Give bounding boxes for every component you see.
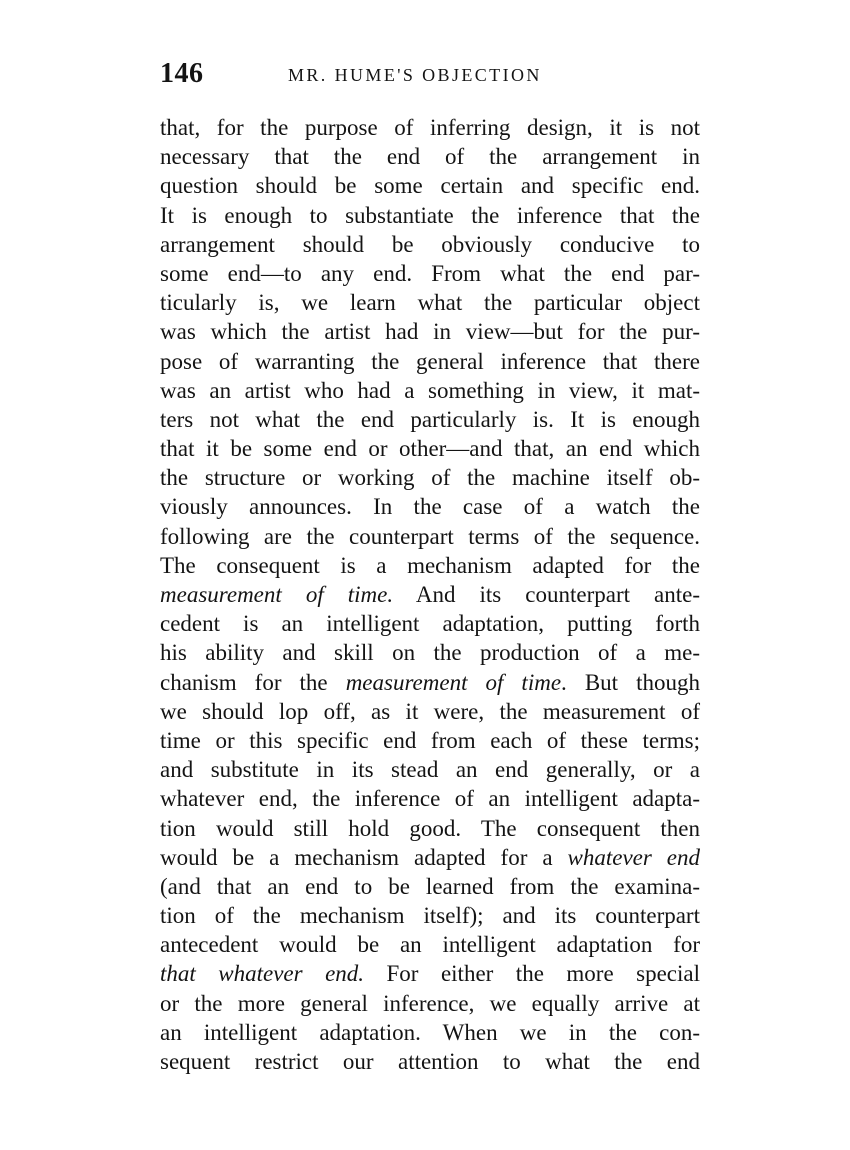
text-line	[160, 843, 700, 872]
text-line	[160, 113, 700, 142]
text-segment: . But though	[561, 669, 700, 695]
text-segment: pose of warranting the general inference that there	[160, 348, 700, 374]
text-line	[160, 492, 700, 521]
text-segment: time or this specific end from each of these terms;	[160, 727, 700, 753]
text-line	[160, 551, 700, 580]
text-line	[160, 1047, 700, 1076]
text-segment: we should lop off, as it were, the measurement of	[160, 698, 700, 724]
text-line	[160, 668, 700, 697]
text-segment: ticularly is, we learn what the particular object	[160, 290, 700, 316]
italic-text-segment: measurement of time	[345, 669, 562, 695]
text-segment: that it be some end or other—and that, an end which	[160, 436, 700, 462]
text-line	[160, 230, 700, 259]
text-segment: For either the more special	[364, 961, 700, 987]
text-line	[160, 142, 700, 171]
text-line	[160, 434, 700, 463]
italic-text-segment: whatever end	[567, 844, 701, 870]
text-segment: arrangement should be obviously conducive to	[160, 231, 700, 257]
text-segment: would be a mechanism adapted for a	[160, 844, 568, 870]
text-line	[160, 376, 700, 405]
text-segment: tion would still hold good. The consequent then	[160, 815, 700, 841]
running-head: MR. HUME'S OBJECTION	[288, 65, 542, 85]
text-line	[160, 259, 700, 288]
text-line	[160, 580, 700, 609]
text-line	[160, 901, 700, 930]
italic-text-segment: that whatever end.	[160, 961, 365, 987]
text-line	[160, 288, 700, 317]
text-segment: was which the artist had in view—but for the pur-	[160, 319, 700, 345]
text-segment: question should be some certain and specific end.	[160, 173, 700, 199]
text-segment: tion of the mechanism itself); and its counterpart	[160, 903, 700, 929]
text-line	[160, 872, 700, 901]
text-line	[160, 930, 700, 959]
text-segment: sequent restrict our attention to what the end	[160, 1049, 700, 1074]
text-segment: his ability and skill on the production of a me-	[160, 640, 700, 666]
text-segment: The consequent is a mechanism adapted for the	[160, 552, 700, 578]
text-line	[160, 201, 700, 230]
text-segment: whatever end, the inference of an intelligent adapta-	[160, 786, 700, 812]
text-segment: the structure or working of the machine itself ob-	[160, 465, 700, 491]
text-line	[160, 959, 700, 988]
text-line	[160, 1018, 700, 1047]
text-line	[160, 989, 700, 1018]
text-line	[160, 784, 700, 813]
text-segment: an intelligent adaptation. When we in the con-	[160, 1019, 700, 1045]
text-segment: (and that an end to be learned from the examina-	[160, 873, 700, 899]
text-segment: and substitute in its stead an end generally, or a	[160, 757, 700, 783]
text-segment: viously announces. In the case of a watch the	[160, 494, 700, 520]
text-line	[160, 726, 700, 755]
text-segment: that, for the purpose of inferring design, it is not	[160, 115, 700, 140]
text-line	[160, 171, 700, 200]
text-line	[160, 522, 700, 551]
text-line	[160, 755, 700, 784]
text-segment: ters not what the end particularly is. It is enough	[160, 406, 700, 432]
text-segment: or the more general inference, we equally arrive at	[160, 990, 700, 1016]
text-segment: some end—to any end. From what the end par-	[160, 260, 700, 286]
body-text	[160, 113, 700, 1076]
page-header	[160, 52, 700, 96]
text-segment: antecedent would be an intelligent adaptation for	[160, 932, 700, 958]
text-segment: following are the counterpart terms of the sequence.	[160, 523, 700, 549]
text-segment: cedent is an intelligent adaptation, putting forth	[160, 611, 700, 637]
text-segment: was an artist who had a something in view, it mat-	[160, 377, 700, 403]
text-segment: It is enough to substantiate the inference that the	[160, 202, 700, 228]
page-number: 146	[160, 58, 204, 89]
text-line	[160, 463, 700, 492]
text-line	[160, 638, 700, 667]
text-segment: chanism for the	[160, 669, 346, 695]
text-line	[160, 347, 700, 376]
text-line	[160, 697, 700, 726]
text-line	[160, 609, 700, 638]
text-line	[160, 405, 700, 434]
italic-text-segment: measurement of time.	[160, 582, 394, 607]
text-segment: necessary that the end of the arrangement in	[160, 144, 700, 170]
text-segment: And its counterpart ante-	[393, 582, 700, 607]
text-line	[160, 814, 700, 843]
text-line	[160, 317, 700, 346]
